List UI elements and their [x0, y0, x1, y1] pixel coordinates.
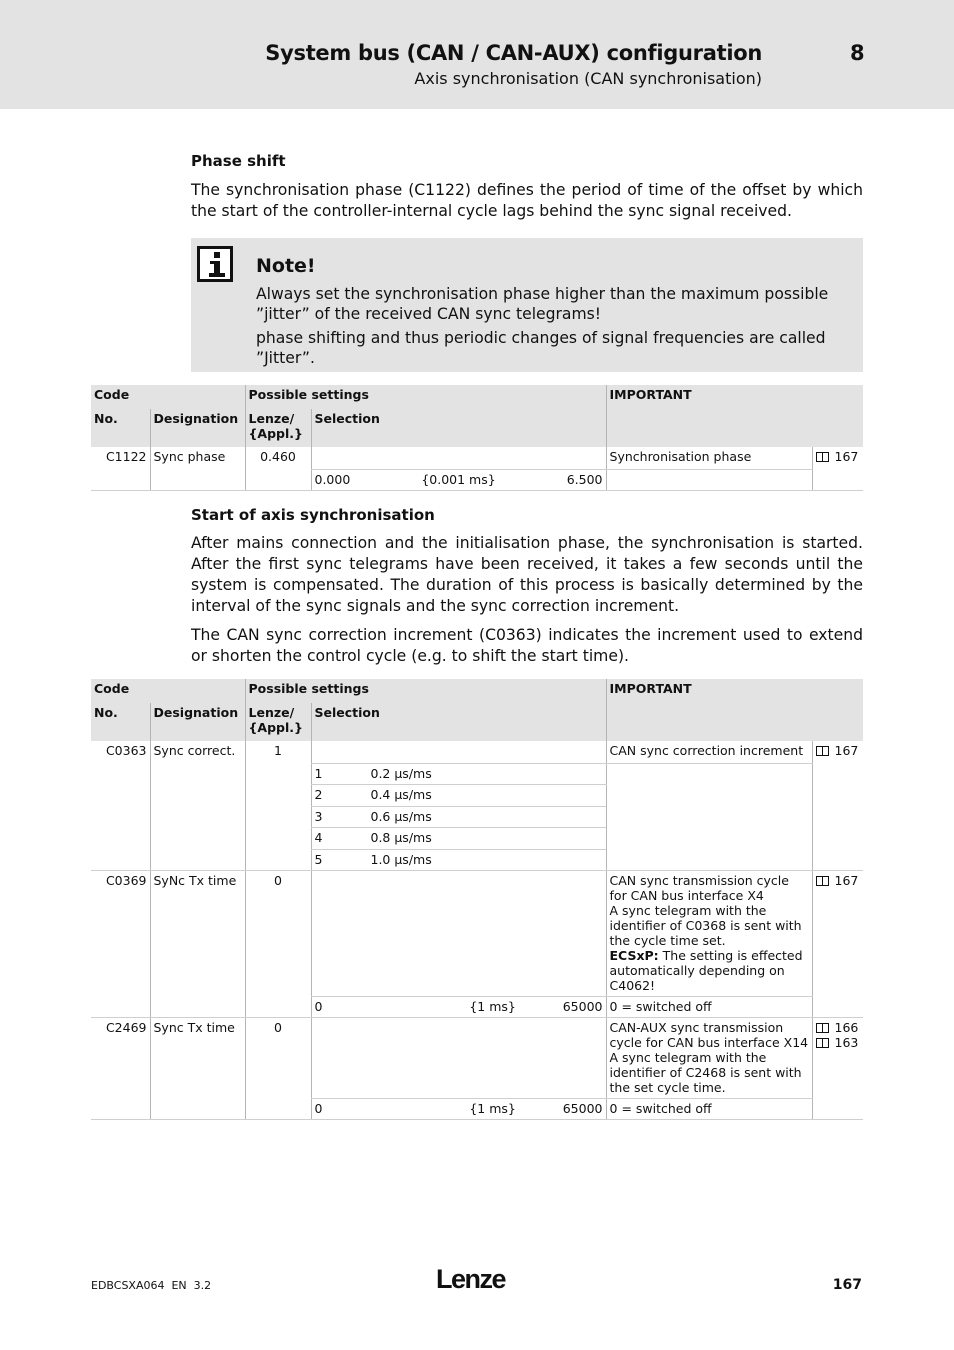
- col-code: Code: [91, 679, 245, 703]
- phase-shift-text: The synchronisation phase (C1122) defines the period of time of the offset by which the start of the controller-internal cycle lags behind the sync signal received.: [191, 181, 863, 220]
- important-text: CAN sync transmission cycle for CAN bus interface X4: [609, 872, 789, 903]
- code-number: C1122: [91, 447, 150, 490]
- option-number: 4: [314, 829, 323, 845]
- lenze-default: 1: [245, 741, 311, 870]
- important-text: CAN sync correction increment: [606, 741, 812, 763]
- col-selection: Selection: [311, 409, 606, 447]
- start-sync-text-1: After mains connection and the initialisation phase, the synchronisation is started. After the first sync telegrams have been received, it takes a few seconds until the system is compensated. The duration of this process is basically determined by the interval of the sync signals and the sync correction increment.: [191, 534, 863, 615]
- designation: Sync Tx time: [150, 1017, 245, 1119]
- option-value: 0.2 µs/ms: [370, 765, 432, 781]
- col-selection: Selection: [311, 703, 606, 741]
- page-ref: 167: [812, 870, 863, 1017]
- option-number: 1: [314, 765, 323, 781]
- col-lenze: Lenze/ {Appl.}: [245, 703, 311, 741]
- col-code: Code: [91, 385, 245, 409]
- page-number: 167: [832, 1277, 862, 1293]
- table-row: [91, 870, 863, 996]
- lenze-default: 0.460: [245, 447, 311, 490]
- col-designation: Designation: [150, 409, 245, 447]
- selection-note: 0 = switched off: [606, 996, 812, 1017]
- col-possible-settings: Possible settings: [245, 679, 606, 703]
- table-row: [91, 447, 863, 469]
- parameter-table-sync: [91, 679, 863, 1120]
- page-subtitle: Axis synchronisation (CAN synchronisation): [414, 69, 762, 88]
- selection-min: 0: [314, 1100, 323, 1116]
- selection-max: 65000: [562, 1100, 603, 1116]
- option-value: 0.4 µs/ms: [370, 786, 432, 802]
- ecsxp-label: ECSxP:: [609, 947, 659, 963]
- code-number: C2469: [91, 1017, 150, 1119]
- page-title: System bus (CAN / CAN-AUX) configuration: [265, 41, 762, 65]
- info-icon: [197, 246, 233, 282]
- selection-note: 0 = switched off: [606, 1098, 812, 1119]
- chapter-number: 8: [850, 41, 865, 65]
- selection-step: {0.001 ms}: [421, 471, 496, 487]
- code-number: C0369: [91, 870, 150, 1017]
- option-number: 5: [314, 851, 323, 867]
- selection-step: {1 ms}: [469, 1100, 516, 1116]
- code-number: C0363: [91, 741, 150, 870]
- option-number: 3: [314, 808, 323, 824]
- start-sync-heading: Start of axis synchronisation: [191, 506, 435, 524]
- important-text: CAN-AUX sync transmission cycle for CAN bus interface X14: [609, 1019, 809, 1050]
- selection-step: {1 ms}: [469, 998, 516, 1014]
- option-value: 0.8 µs/ms: [370, 829, 432, 845]
- selection-max: 65000: [562, 998, 603, 1014]
- note-title: Note!: [256, 255, 316, 277]
- book-icon: [816, 876, 829, 886]
- book-icon: [816, 746, 829, 756]
- note-line-1: Always set the synchronisation phase higher than the maximum possible ”jitter” of the received CAN sync telegrams!: [256, 285, 829, 323]
- col-no: No.: [91, 703, 150, 741]
- col-important: IMPORTANT: [606, 679, 863, 741]
- parameter-table-c1122: [91, 385, 863, 491]
- table-row: [91, 741, 863, 763]
- book-icon: [816, 452, 829, 462]
- selection-max: 6.500: [566, 471, 603, 487]
- col-possible-settings: Possible settings: [245, 385, 606, 409]
- lenze-default: 0: [245, 1017, 311, 1119]
- col-no: No.: [91, 409, 150, 447]
- col-important: IMPORTANT: [606, 385, 863, 447]
- page-ref: 166 163: [812, 1017, 863, 1119]
- col-lenze: Lenze/ {Appl.}: [245, 409, 311, 447]
- important-note: [610, 948, 809, 993]
- col-designation: Designation: [150, 703, 245, 741]
- note-line-2: phase shifting and thus periodic changes of signal frequencies are called ”Jitter”.: [256, 329, 826, 367]
- ecsxp-text: The setting is effected automatically depending on C4062!: [609, 947, 803, 993]
- important-text: A sync telegram with the identifier of C0368 is sent with the cycle time set.: [609, 902, 802, 948]
- option-value: 0.6 µs/ms: [370, 808, 432, 824]
- note-box: [191, 238, 863, 372]
- designation: Sync correct.: [150, 741, 245, 870]
- start-sync-text-2: The CAN sync correction increment (C0363) indicates the increment used to extend or shorten the control cycle (e.g. to shift the start time).: [191, 626, 863, 665]
- book-icon: [816, 1023, 829, 1033]
- selection-min: 0: [314, 998, 323, 1014]
- option-value: 1.0 µs/ms: [370, 851, 432, 867]
- option-number: 2: [314, 786, 323, 802]
- page-ref: 167: [812, 447, 863, 490]
- important-text: A sync telegram with the identifier of C2468 is sent with the set cycle time.: [609, 1049, 802, 1095]
- designation: SyNc Tx time: [150, 870, 245, 1017]
- important-text: Synchronisation phase: [606, 447, 812, 469]
- designation: Sync phase: [150, 447, 245, 490]
- doc-id: EDBCSXA064 EN 3.2: [91, 1279, 212, 1292]
- page-ref: 167: [812, 741, 863, 870]
- book-icon: [816, 1038, 829, 1048]
- lenze-logo: Lenze: [436, 1264, 506, 1294]
- phase-shift-heading: Phase shift: [191, 152, 286, 170]
- table-row: [91, 1017, 863, 1098]
- selection-min: 0.000: [314, 471, 351, 487]
- lenze-default: 0: [245, 870, 311, 1017]
